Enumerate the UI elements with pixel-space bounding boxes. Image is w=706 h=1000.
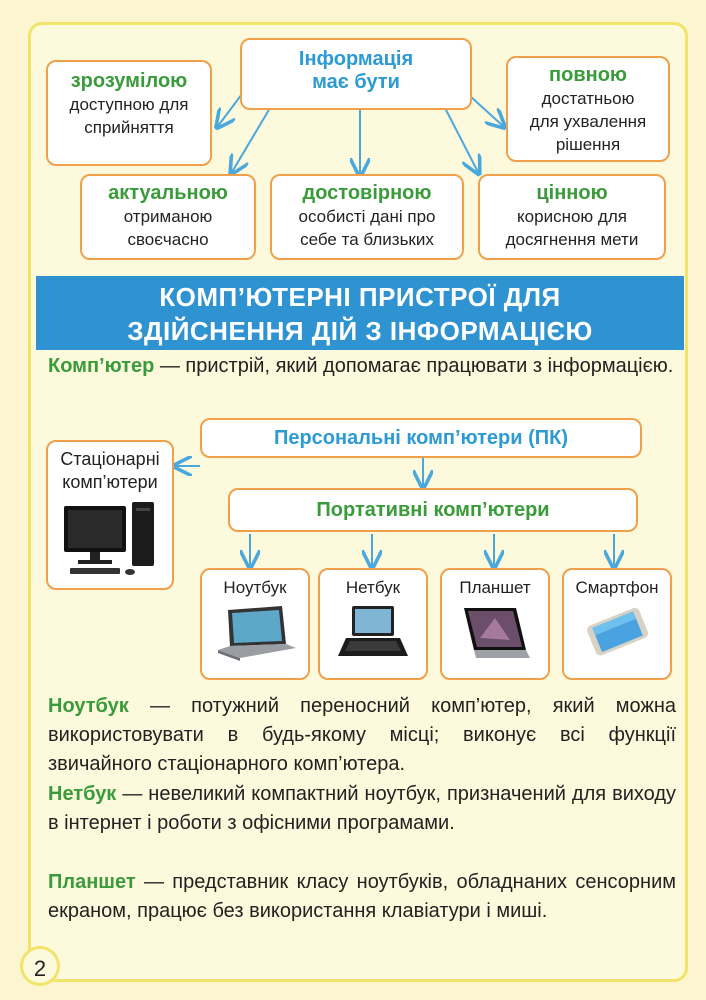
info-text: корисною для xyxy=(517,207,627,226)
term-tablet: Планшет xyxy=(48,871,136,893)
term-computer: Комп’ютер xyxy=(48,355,155,377)
pc-label: Персональні комп’ютери (ПК) xyxy=(273,427,569,449)
device-netbook xyxy=(318,568,428,680)
stationary-line2: комп’ютери xyxy=(62,472,158,492)
info-text: сприйняття xyxy=(84,118,174,137)
info-title: актуальною xyxy=(108,182,228,204)
info-box-relevant xyxy=(80,174,256,260)
tablet-icon xyxy=(450,598,540,668)
laptop-icon xyxy=(210,598,300,668)
definition-netbook xyxy=(48,780,676,838)
device-label: Смартфон xyxy=(575,578,659,597)
page-number: 2 xyxy=(20,946,60,986)
info-box-reliable xyxy=(270,174,464,260)
device-label: Нетбук xyxy=(345,578,401,597)
info-text: достатньою xyxy=(541,89,635,108)
netbook-icon xyxy=(328,598,418,668)
info-text: себе та близьких xyxy=(300,230,434,249)
section-banner xyxy=(36,276,684,350)
desktop-computer-icon xyxy=(60,498,160,578)
definition-laptop xyxy=(48,692,676,779)
info-text: своєчасно xyxy=(127,230,209,249)
term-laptop: Ноутбук xyxy=(48,695,129,717)
device-smartphone xyxy=(562,568,672,680)
pc-box xyxy=(200,418,642,458)
info-title: достовірною xyxy=(302,182,432,204)
definition-tablet xyxy=(48,868,676,926)
device-label: Ноутбук xyxy=(223,578,287,597)
info-box-understandable xyxy=(46,60,212,166)
info-box-valuable xyxy=(478,174,666,260)
info-center-line1: Інформація xyxy=(298,48,414,70)
definition-text: — пристрій, який допомагає працювати з інформацією. xyxy=(154,355,674,377)
banner-line: КОМП’ЮТЕРНІ ПРИСТРОЇ ДЛЯ xyxy=(159,282,561,312)
portable-label: Портативні комп’ютери xyxy=(316,499,550,521)
device-label: Планшет xyxy=(459,578,531,597)
info-center-box xyxy=(240,38,472,110)
smartphone-icon xyxy=(572,598,662,668)
info-text: рішення xyxy=(555,135,621,154)
info-title: повною xyxy=(549,64,627,86)
info-text: доступною для xyxy=(69,95,189,114)
definition-text: — невеликий компактний ноутбук, призначений для виходу в інтернет і роботи з офісними програмами. xyxy=(48,783,676,834)
banner-line: ЗДІЙСНЕННЯ ДІЙ З ІНФОРМАЦІЄЮ xyxy=(127,316,593,346)
device-laptop xyxy=(200,568,310,680)
info-title: зрозумілою xyxy=(70,70,188,92)
info-text: особисті дані про xyxy=(298,207,436,226)
info-text: досягнення мети xyxy=(505,230,639,249)
portable-box xyxy=(228,488,638,532)
info-box-complete xyxy=(506,56,670,162)
info-center-line2: має бути xyxy=(312,71,400,93)
stationary-line1: Стаціонарні xyxy=(60,449,160,469)
info-title: цінною xyxy=(536,182,608,204)
definition-text: — потужний переносний комп’ютер, який можна використовувати в будь-якому місці; виконує всі функції звичайного стаціонарного комп’ютера. xyxy=(48,695,676,775)
device-tablet xyxy=(440,568,550,680)
info-text: для ухвалення xyxy=(529,112,647,131)
computer-definition xyxy=(48,352,676,381)
term-netbook: Нетбук xyxy=(48,783,117,805)
definition-text: — представник класу ноутбуків, обладнаних сенсорним екраном, працює без використання клавіатури і миші. xyxy=(48,871,676,922)
stationary-box xyxy=(46,440,174,590)
info-text: отриманою xyxy=(123,207,213,226)
